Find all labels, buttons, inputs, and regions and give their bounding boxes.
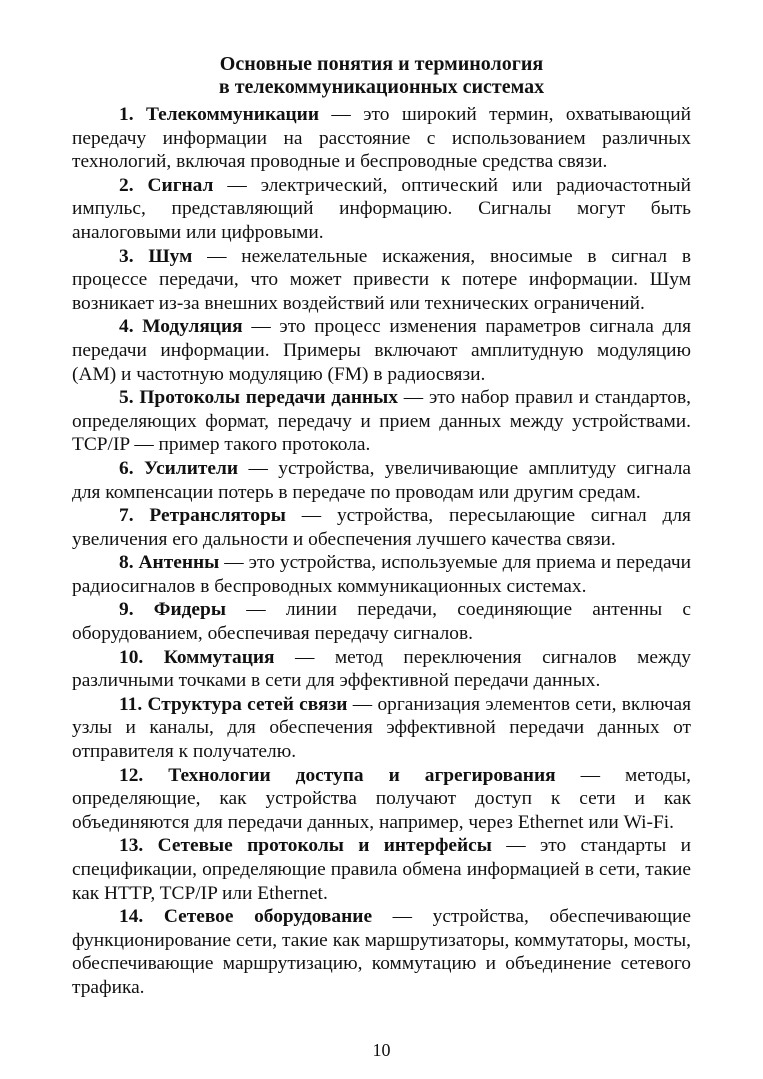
term-paragraph-12 xyxy=(72,764,691,835)
term-number: 13. xyxy=(119,835,144,857)
term-definition: — это широкий термин, охватывающий передачу информации на расстояние с использованием различных технологий, включая проводные и беспроводные средства связи. xyxy=(72,104,691,173)
term-number: 5. xyxy=(119,387,134,409)
term-name: Сетевое оборудование xyxy=(163,906,373,928)
term-paragraph-10 xyxy=(72,646,691,693)
term-paragraph-7 xyxy=(72,504,691,551)
term-name: Усилители xyxy=(143,457,239,479)
term-name: Технологии доступа и агрегирования xyxy=(168,764,556,786)
term-heading xyxy=(119,387,398,408)
term-definition: — это набор правил и стандартов, определяющих формат, передачу и прием данных между устройствами. TCP/IP — пример такого протокола. xyxy=(72,387,691,456)
term-name: Протоколы передачи данных xyxy=(139,387,398,409)
term-paragraph-8 xyxy=(72,551,691,598)
term-number: 14. xyxy=(119,906,144,928)
page-number: 10 xyxy=(372,1040,391,1060)
term-definition: — метод переключения сигналов между различными точками в сети для эффективной передачи данных. xyxy=(72,646,691,692)
term-definition: — это стандарты и спецификации, определяющие правила обмена информацией в сети, такие как HTTP, TCP/IP или Ethernet. xyxy=(72,835,691,904)
term-number: 3. xyxy=(119,245,134,267)
term-number: 2. xyxy=(119,174,134,196)
term-name: Антенны xyxy=(138,552,220,574)
term-heading xyxy=(119,175,213,196)
term-number: 4. xyxy=(119,316,134,338)
term-number: 1. xyxy=(119,104,134,125)
term-heading xyxy=(119,647,275,668)
term-number: 11. xyxy=(119,693,143,715)
term-definition: — электрический, оптический или радиочастотный импульс, представляющий информацию. Сигналы могут быть аналоговыми или цифровыми. xyxy=(72,174,691,243)
term-definition: — устройства, обеспечивающие функционирование сети, такие как маршрутизаторы, коммутаторы, мосты, обеспечивающие маршрутизацию, коммутацию и объединение сетевого трафика. xyxy=(72,906,691,998)
term-heading xyxy=(119,246,192,267)
title-line-1: Основные понятия и терминология xyxy=(219,53,544,75)
term-number: 10. xyxy=(119,646,144,668)
term-name: Шум xyxy=(148,245,193,267)
term-heading xyxy=(119,599,226,620)
term-definition: — это устройства, используемые для приема и передачи радиосигналов в беспроводных коммуникационных системах. xyxy=(72,552,691,597)
term-name: Сигнал xyxy=(147,174,214,196)
term-paragraph-1 xyxy=(72,103,691,174)
term-paragraph-5 xyxy=(72,386,691,457)
term-name: Фидеры xyxy=(153,599,226,621)
term-definition: — устройства, пересылающие сигнал для увеличения его дальности и обеспечения лучшего качества связи. xyxy=(72,505,691,550)
term-number: 9. xyxy=(119,599,134,621)
title-line-2: в телекоммуникационных системах xyxy=(218,76,545,98)
term-number: 12. xyxy=(119,764,144,786)
term-heading xyxy=(119,505,286,526)
term-number: 6. xyxy=(119,457,134,479)
page-title xyxy=(72,53,691,99)
term-definition: — методы, определяющие, как устройства получают доступ к сети и как объединяются для передачи данных, например, через Ethernet или Wi-Fi. xyxy=(72,764,691,833)
term-heading xyxy=(119,316,243,337)
term-definition: — нежелательные искажения, вносимые в сигнал в процессе передачи, что может привести к потере информации. Шум возникает из-за внешних воздействий или технических ограничений. xyxy=(72,245,691,314)
term-paragraph-14 xyxy=(72,905,691,999)
term-definition: — линии передачи, соединяющие антенны с оборудованием, обеспечивая передачу сигналов. xyxy=(72,599,691,645)
term-heading xyxy=(119,104,319,125)
terms-list xyxy=(72,103,691,1000)
term-name: Сетевые протоколы и интерфейсы xyxy=(157,835,492,857)
term-name: Коммутация xyxy=(163,646,275,668)
term-name: Модуляция xyxy=(142,316,243,338)
term-heading xyxy=(119,906,372,927)
term-name: Ретрансляторы xyxy=(149,505,286,527)
term-paragraph-3 xyxy=(72,245,691,316)
term-heading xyxy=(119,458,238,479)
term-heading xyxy=(119,835,492,856)
term-heading xyxy=(119,765,556,786)
term-paragraph-9 xyxy=(72,598,691,645)
term-paragraph-4 xyxy=(72,315,691,386)
term-paragraph-2 xyxy=(72,174,691,245)
term-definition: — организация элементов сети, включая узлы и каналы, для обеспечения эффективной передачи данных от отправителя к получателю. xyxy=(72,693,692,763)
term-number: 8. xyxy=(119,552,134,574)
term-name: Телекоммуникации xyxy=(145,104,320,125)
term-heading xyxy=(119,552,219,573)
term-number: 7. xyxy=(119,505,134,527)
term-definition: — это процесс изменения параметров сигнала для передачи информации. Примеры включают амплитудную модуляцию (AM) и частотную модуляцию (FM) в радиосвязи. xyxy=(72,316,691,385)
term-paragraph-11 xyxy=(72,693,691,764)
term-paragraph-6 xyxy=(72,457,691,504)
term-paragraph-13 xyxy=(72,834,691,905)
term-heading xyxy=(119,694,347,715)
term-name: Структура сетей связи xyxy=(147,693,348,715)
term-definition: — устройства, увеличивающие амплитуду сигнала для компенсации потерь в передаче по проводам или другим средам. xyxy=(72,457,691,503)
